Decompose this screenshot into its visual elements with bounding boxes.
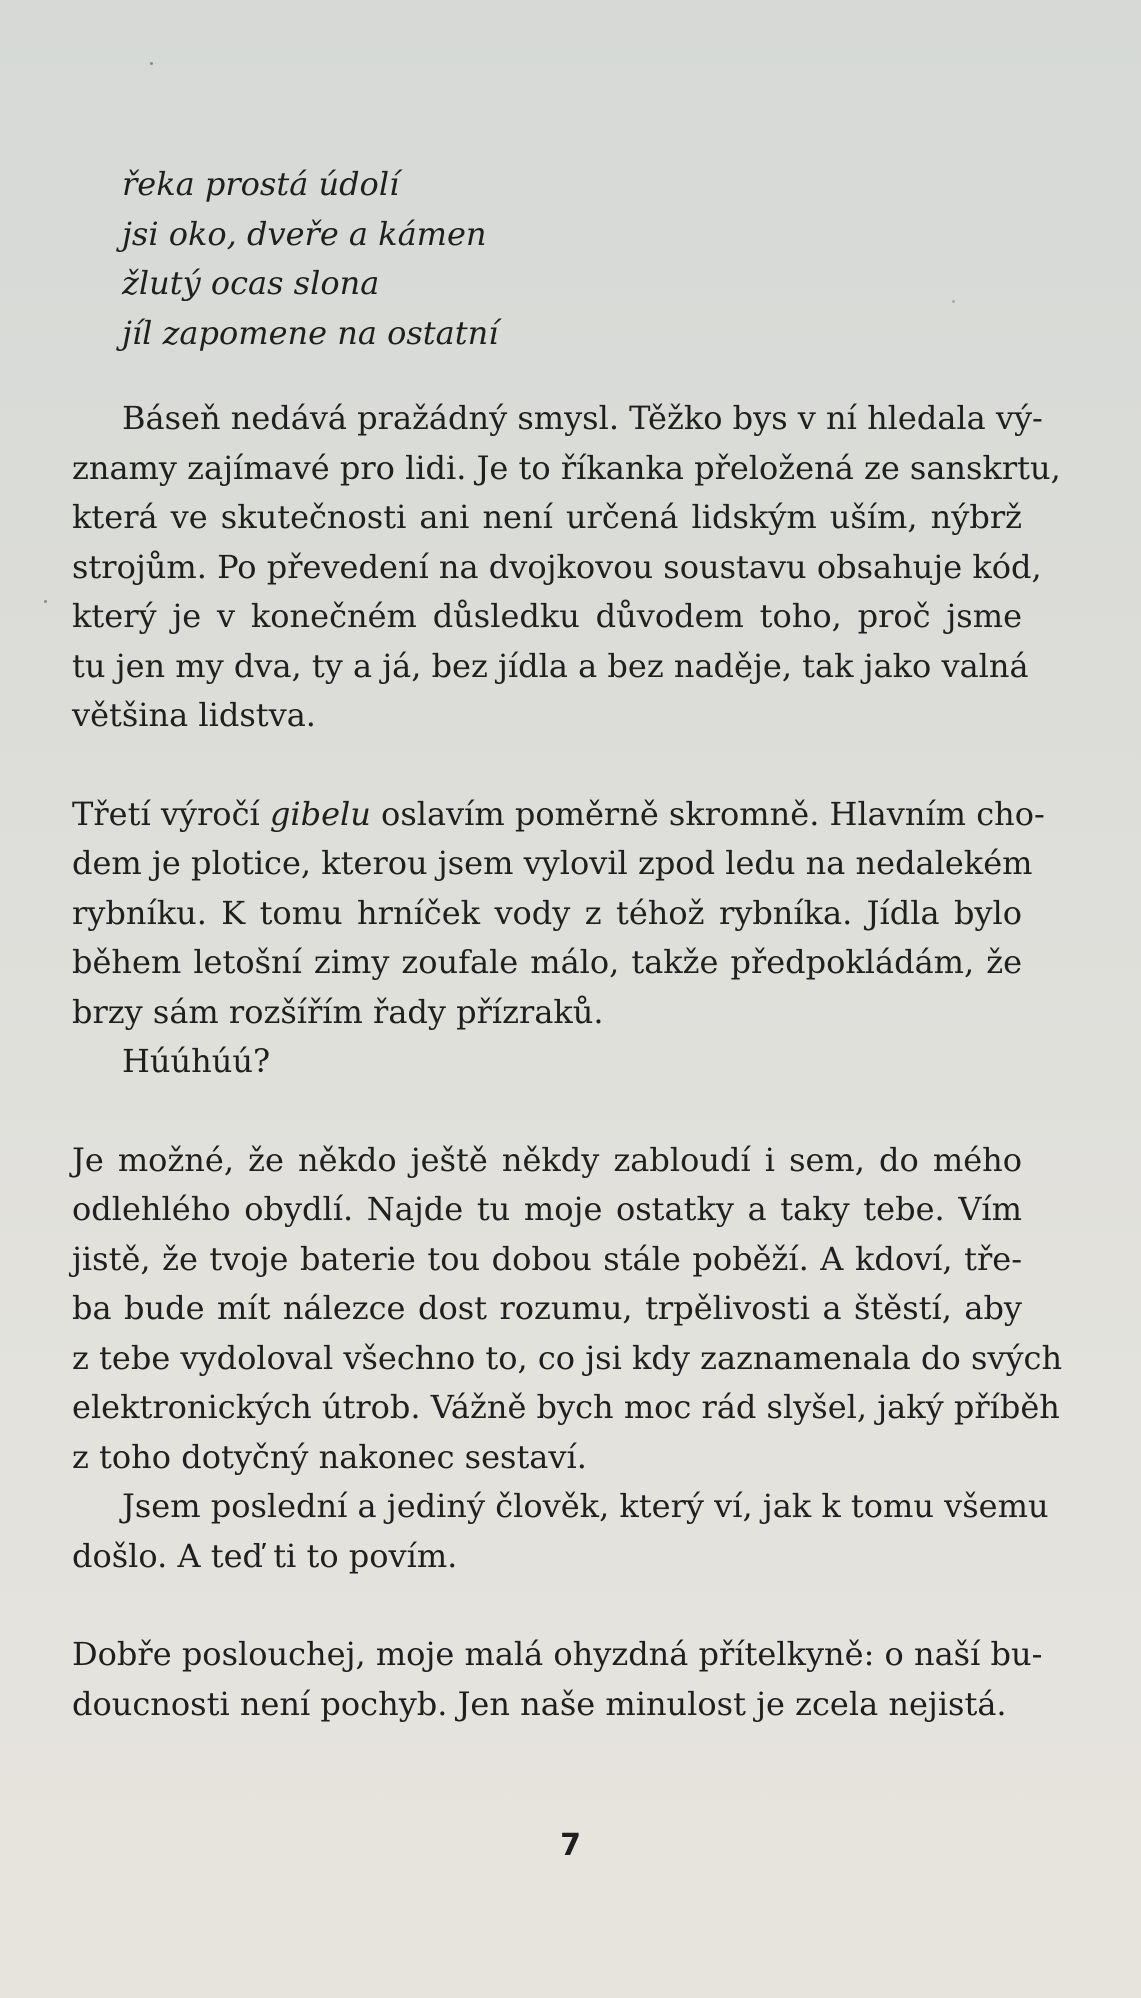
body-text <box>72 160 1063 1729</box>
paragraph <box>72 790 1045 1038</box>
text-line: brzy sám rozšířím řady přízraků. <box>72 992 604 1031</box>
text-line: rybníku. K tomu hrníček vody z téhož rybníka. Jídla bylo <box>72 893 1022 932</box>
text-line: většina lidstva. <box>72 696 316 734</box>
text-run: oslavím poměrně skromně. Hlavním cho- <box>370 794 1045 833</box>
paper-speck <box>150 62 153 65</box>
text-line: která ve skutečnosti ani není určená lidským uším, nýbrž <box>72 498 1022 536</box>
text-line: tu jen my dva, ty a já, bez jídla a bez naděje, tak jako valná <box>72 646 1029 685</box>
poem-line: jíl zapomene na ostatní <box>122 313 499 352</box>
paragraph <box>72 1136 1063 1483</box>
text-line: Jsem poslední a jediný člověk, který ví, jak k tomu všemu <box>122 1487 1049 1525</box>
poem-line: jsi oko, dveře a kámen <box>122 214 487 253</box>
text-line: došlo. A teď ti to povím. <box>72 1536 458 1575</box>
text-line: Húúhúú? <box>122 1042 271 1080</box>
text-line: doucnosti není pochyb. Jen naše minulost je zcela nejistá. <box>72 1684 1007 1723</box>
paragraph <box>72 1037 1022 1087</box>
text-line: strojům. Po převedení na dvojkovou soustavu obsahuje kód, <box>72 547 1042 586</box>
page-number: 7 <box>560 1828 581 1863</box>
text-line: z tebe vydoloval všechno to, co jsi kdy zaznamenala do svých <box>72 1338 1063 1377</box>
text-line: odlehlého obydlí. Najde tu moje ostatky a taky tebe. Vím <box>72 1190 1022 1228</box>
text-run: Třetí výročí <box>72 794 270 833</box>
paragraph-gap <box>72 1087 1022 1136</box>
text-line: během letošní zimy zoufale málo, takže předpokládám, že <box>72 943 1022 981</box>
paragraph <box>72 1482 1049 1581</box>
paragraph <box>72 1630 1043 1729</box>
text-line: znamy zajímavé pro lidi. Je to říkanka přeložená ze sanskrtu, <box>72 448 1061 487</box>
text-line: jistě, že tvoje baterie tou dobou stále poběží. A kdoví, tře- <box>72 1239 1022 1278</box>
text-line: elektronických útrob. Vážně bych moc rád slyšel, jaký příběh <box>72 1388 1060 1426</box>
text-line: dem je plotice, kterou jsem vylovil zpod ledu na nedalekém <box>72 844 1033 882</box>
poem-line: žlutý ocas slona <box>122 264 380 302</box>
text-line: ba bude mít nálezce dost rozumu, trpělivosti a štěstí, aby <box>72 1289 1022 1327</box>
text-line: Dobře poslouchej, moje malá ohyzdná přítelkyně: o naší bu- <box>72 1635 1043 1673</box>
paper-speck <box>44 600 47 603</box>
paragraph-gap <box>72 1581 1022 1630</box>
paragraph <box>72 394 1061 741</box>
paragraph-gap <box>72 741 1022 790</box>
text-line: Báseň nedává pražádný smysl. Těžko bys v ní hledala vý- <box>122 399 1043 437</box>
text-line: který je v konečném důsledku důvodem toho, proč jsme <box>72 597 1022 635</box>
emphasized-word: gibelu <box>269 794 371 833</box>
poem-stanza <box>122 160 1022 358</box>
text-line: z toho dotyčný nakonec sestaví. <box>72 1437 587 1476</box>
poem-line: řeka prostá údolí <box>122 165 400 203</box>
text-line <box>72 790 1045 840</box>
text-line: Je možné, že někdo ještě někdy zabloudí i sem, do mého <box>72 1140 1022 1179</box>
